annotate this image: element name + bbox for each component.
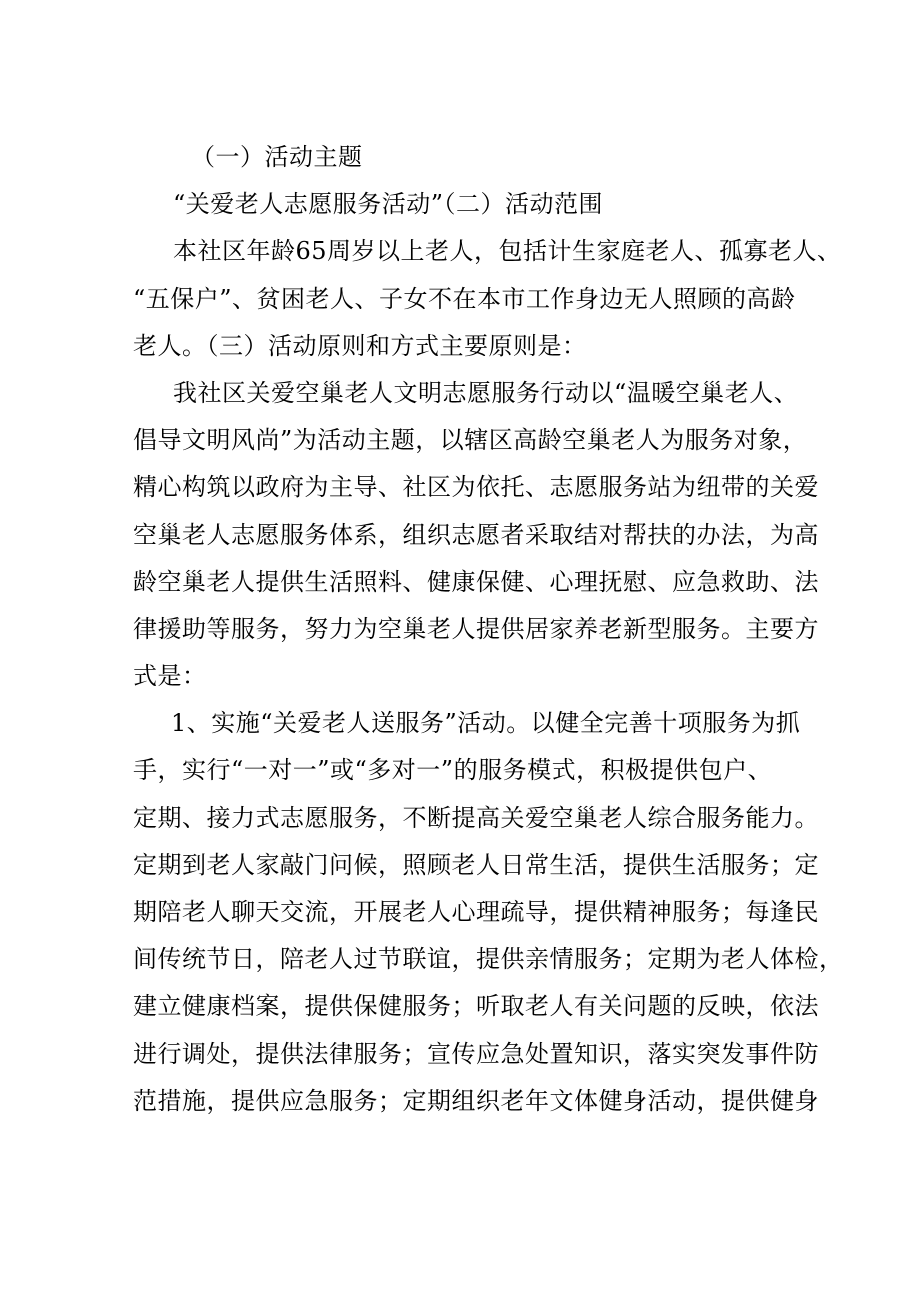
paragraph-line: 本社区年龄65周岁以上老人，包括计生家庭老人、孤寡老人、 bbox=[173, 237, 842, 266]
paragraph-line: “五保户”、贫困老人、子女不在本市工作身边无人照顾的高龄 bbox=[133, 284, 796, 313]
paragraph-line: “关爱老人志愿服务活动”（二）活动范围 bbox=[173, 190, 604, 219]
paragraph-line: 手，实行“一对一”或“多对一”的服务模式，积极提供包户、 bbox=[133, 756, 773, 785]
paragraph-line: 老人。（三）活动原则和方式主要原则是： bbox=[133, 331, 587, 360]
paragraph-line: 龄空巢老人提供生活照料、健康保健、心理抚慰、应急救助、法 bbox=[133, 567, 819, 596]
paragraph-line: 间传统节日，陪老人过节联谊，提供亲情服务；定期为老人体检， bbox=[133, 945, 844, 974]
paragraph-line: 建立健康档案，提供保健服务；听取老人有关问题的反映，依法 bbox=[133, 992, 819, 1021]
paragraph-line: 倡导文明风尚”为活动主题，以辖区高龄空巢老人为服务对象， bbox=[133, 426, 808, 455]
paragraph-line: 定期到老人家敲门问候，照顾老人日常生活，提供生活服务；定 bbox=[133, 850, 819, 879]
paragraph-line: 期陪老人聊天交流，开展老人心理疏导，提供精神服务；每逢民 bbox=[133, 898, 819, 926]
paragraph-line: 我社区关爱空巢老人文明志愿服务行动以“温暖空巢老人、 bbox=[173, 378, 799, 407]
paragraph-line: 精心构筑以政府为主导、社区为依托、志愿服务站为纽带的关爱 bbox=[133, 473, 819, 502]
paragraph-line: 律援助等服务，努力为空巢老人提供居家养老新型服务。主要方 bbox=[133, 614, 819, 643]
paragraph-line: 1、实施“关爱老人送服务”活动。以健全完善十项服务为抓 bbox=[171, 709, 801, 738]
heading-activity-theme: （一）活动主题 bbox=[191, 143, 363, 171]
document-body bbox=[133, 134, 844, 1125]
paragraph-line: 定期、接力式志愿服务，不断提高关爱空巢老人综合服务能力。 bbox=[133, 803, 819, 832]
paragraph-line: 范措施，提供应急服务；定期组织老年文体健身活动，提供健身 bbox=[133, 1086, 819, 1115]
paragraph-line: 进行调处，提供法律服务；宣传应急处置知识，落实突发事件防 bbox=[133, 1039, 819, 1068]
paragraph-line: 式是： bbox=[133, 662, 207, 691]
paragraph-line: 空巢老人志愿服务体系，组织志愿者采取结对帮扶的办法，为高 bbox=[133, 520, 819, 549]
